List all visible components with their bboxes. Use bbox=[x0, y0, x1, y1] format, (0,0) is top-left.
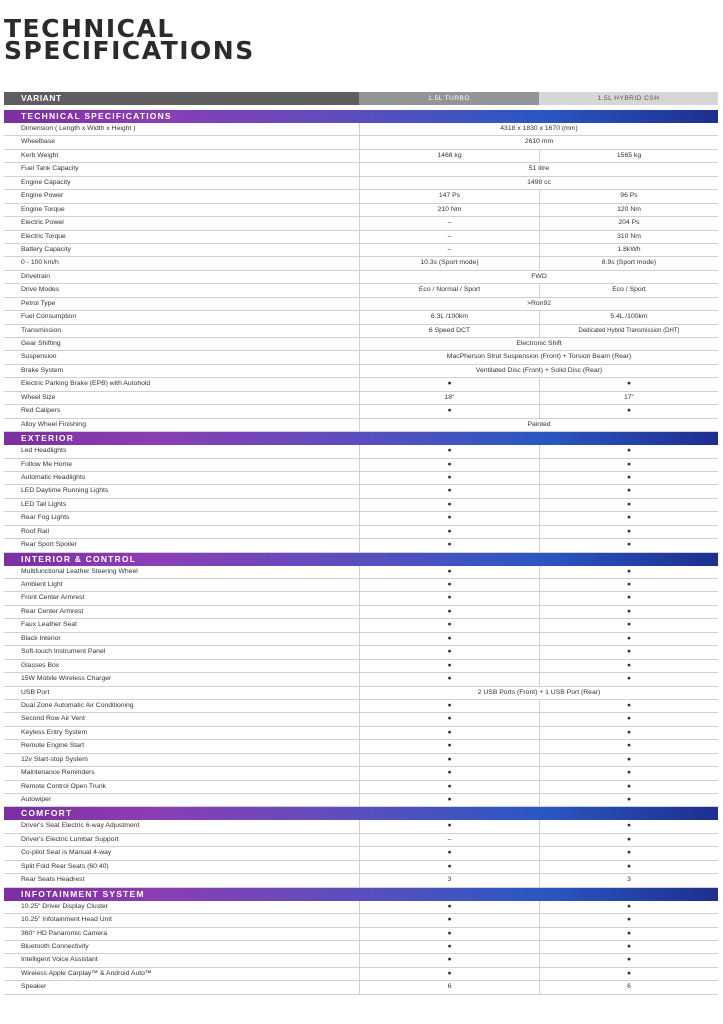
spec-row bbox=[4, 687, 718, 700]
spec-value-hybrid: ● bbox=[539, 405, 718, 417]
spec-label: Split Fold Rear Seats (60:40) bbox=[21, 862, 109, 870]
spec-value-hybrid: ● bbox=[539, 928, 718, 940]
spec-value-turbo: ● bbox=[359, 941, 539, 953]
spec-row bbox=[4, 378, 718, 391]
spec-value-turbo: ● bbox=[359, 861, 539, 873]
spec-row bbox=[4, 163, 718, 176]
spec-value-hybrid: 1.8kWh bbox=[539, 244, 718, 256]
spec-row bbox=[4, 485, 718, 498]
spec-value-turbo: 210 Nm bbox=[359, 204, 539, 216]
spec-value-hybrid: 1565 kg bbox=[539, 150, 718, 162]
spec-value-turbo: – bbox=[359, 244, 539, 256]
spec-label: Front Center Armrest bbox=[21, 594, 85, 602]
spec-value-turbo: ● bbox=[359, 405, 539, 417]
spec-value-turbo: ● bbox=[359, 539, 539, 551]
spec-value-turbo: ● bbox=[359, 767, 539, 779]
spec-value-turbo: ● bbox=[359, 673, 539, 685]
spec-row bbox=[4, 981, 718, 994]
spec-row bbox=[4, 606, 718, 619]
spec-value-turbo: ● bbox=[359, 646, 539, 658]
spec-label: Speaker bbox=[21, 983, 47, 991]
spec-value-turbo: ● bbox=[359, 592, 539, 604]
spec-row bbox=[4, 419, 718, 432]
spec-value-hybrid: ● bbox=[539, 941, 718, 953]
spec-value-hybrid: ● bbox=[539, 968, 718, 980]
spec-row bbox=[4, 204, 718, 217]
spec-value-hybrid: 8.9s (Sport mode) bbox=[539, 257, 718, 269]
spec-value-hybrid: ● bbox=[539, 539, 718, 551]
spec-row bbox=[4, 257, 718, 270]
spec-label: Wireless Apple Carplay™ & Android Auto™ bbox=[21, 969, 152, 977]
spec-value-shared: 4318 x 1830 x 1670 (mm) bbox=[359, 123, 718, 135]
spec-value-hybrid: ● bbox=[539, 579, 718, 591]
spec-label: Suspension bbox=[21, 353, 57, 361]
spec-value-hybrid: ● bbox=[539, 847, 718, 859]
spec-row bbox=[4, 901, 718, 914]
spec-label: Driver's Electric Lumbar Support bbox=[21, 835, 119, 843]
spec-table bbox=[4, 92, 718, 995]
spec-value-hybrid: ● bbox=[539, 633, 718, 645]
spec-label: 12v Start-stop System bbox=[21, 755, 88, 763]
spec-label: Engine Torque bbox=[21, 205, 65, 213]
spec-value-hybrid: ● bbox=[539, 740, 718, 752]
spec-value-shared: >Ron92 bbox=[359, 298, 718, 310]
spec-row bbox=[4, 445, 718, 458]
spec-row bbox=[4, 619, 718, 632]
spec-row bbox=[4, 539, 718, 552]
spec-value-hybrid: ● bbox=[539, 914, 718, 926]
spec-label: Transmission bbox=[21, 326, 62, 334]
spec-value-turbo: ● bbox=[359, 968, 539, 980]
spec-value-hybrid: ● bbox=[539, 794, 718, 806]
spec-value-hybrid: ● bbox=[539, 861, 718, 873]
spec-value-turbo: ● bbox=[359, 928, 539, 940]
spec-label: Wheel Size bbox=[21, 393, 56, 401]
spec-label: Electric Power bbox=[21, 219, 65, 227]
spec-value-turbo: ● bbox=[359, 472, 539, 484]
spec-value-turbo: ● bbox=[359, 727, 539, 739]
spec-label: Keyless Entry System bbox=[21, 728, 88, 736]
spec-value-turbo: Eco / Normal / Sport bbox=[359, 284, 539, 296]
spec-value-shared: MacPherson Strut Suspension (Front) + Torsion Beam (Rear) bbox=[359, 351, 718, 363]
spec-value-turbo: ● bbox=[359, 794, 539, 806]
spec-label: Driver's Seat Electric 6-way Adjustment bbox=[21, 822, 140, 830]
variant-hybrid-header: 1.5L HYBRID CSH bbox=[539, 92, 718, 105]
spec-label: Brake System bbox=[21, 366, 64, 374]
page-title-line2: SPECIFICATIONS bbox=[4, 36, 255, 65]
spec-row bbox=[4, 284, 718, 297]
spec-row bbox=[4, 459, 718, 472]
spec-value-hybrid: ● bbox=[539, 472, 718, 484]
spec-value-hybrid: ● bbox=[539, 954, 718, 966]
spec-value-hybrid: ● bbox=[539, 445, 718, 457]
spec-value-hybrid: ● bbox=[539, 713, 718, 725]
spec-value-turbo: 6 bbox=[359, 981, 539, 993]
spec-row bbox=[4, 592, 718, 605]
spec-label: Automatic Headlights bbox=[21, 473, 86, 481]
spec-value-hybrid: 120 Nm bbox=[539, 204, 718, 216]
spec-value-turbo: ● bbox=[359, 445, 539, 457]
spec-label: Rear Fog Lights bbox=[21, 514, 70, 522]
spec-label: USB Port bbox=[21, 688, 50, 696]
section-header: COMFORT bbox=[4, 807, 718, 820]
spec-label: Gear Shifting bbox=[21, 340, 61, 347]
spec-label: 10.25" Infotainment Head Unit bbox=[21, 916, 112, 924]
spec-value-turbo: 6.3L /100km bbox=[359, 311, 539, 323]
spec-value-turbo: ● bbox=[359, 566, 539, 578]
spec-value-hybrid: Eco / Sport bbox=[539, 284, 718, 296]
spec-label: Battery Capacity bbox=[21, 245, 71, 253]
spec-row bbox=[4, 660, 718, 673]
spec-value-shared: 2 USB Ports (Front) + 1 USB Port (Rear) bbox=[359, 687, 718, 699]
spec-value-turbo: ● bbox=[359, 619, 539, 631]
spec-value-turbo: ● bbox=[359, 740, 539, 752]
variant-header-row bbox=[4, 92, 718, 105]
spec-row bbox=[4, 727, 718, 740]
spec-row bbox=[4, 472, 718, 485]
spec-value-turbo: 18" bbox=[359, 392, 539, 404]
spec-label: Glasses Box bbox=[21, 661, 60, 669]
spec-value-turbo: ● bbox=[359, 459, 539, 471]
spec-row bbox=[4, 968, 718, 981]
spec-row bbox=[4, 499, 718, 512]
spec-label: Intelligent Voice Assistant bbox=[21, 956, 98, 964]
spec-label: Kerb Weight bbox=[21, 151, 59, 159]
spec-row bbox=[4, 526, 718, 539]
spec-row bbox=[4, 150, 718, 163]
spec-label: Rear Sport Spoiler bbox=[21, 541, 77, 549]
spec-row bbox=[4, 646, 718, 659]
spec-value-turbo: – bbox=[359, 231, 539, 243]
spec-value-hybrid: ● bbox=[539, 820, 718, 832]
spec-value-turbo: 3 bbox=[359, 874, 539, 886]
spec-row bbox=[4, 928, 718, 941]
spec-row bbox=[4, 673, 718, 686]
spec-value-turbo: ● bbox=[359, 820, 539, 832]
spec-label: Black Interior bbox=[21, 634, 61, 642]
spec-label: Remote Control Open Trunk bbox=[21, 782, 107, 790]
spec-row bbox=[4, 351, 718, 364]
spec-row bbox=[4, 861, 718, 874]
spec-label: Engine Power bbox=[21, 192, 64, 200]
spec-value-turbo: ● bbox=[359, 633, 539, 645]
spec-row bbox=[4, 365, 718, 378]
spec-label: Drive Modes bbox=[21, 286, 60, 294]
spec-row bbox=[4, 217, 718, 230]
spec-value-turbo: ● bbox=[359, 700, 539, 712]
spec-value-hybrid: 3 bbox=[539, 874, 718, 886]
spec-value-turbo: – bbox=[359, 217, 539, 229]
spec-value-shared: 2610 mm bbox=[359, 136, 718, 148]
spec-value-hybrid: 5.4L /100km bbox=[539, 311, 718, 323]
spec-label: 0 - 100 km/h bbox=[21, 259, 59, 267]
spec-value-turbo: ● bbox=[359, 526, 539, 538]
spec-row bbox=[4, 874, 718, 887]
spec-label: Petrol Type bbox=[21, 299, 56, 307]
spec-label: Soft-touch Instrument Panel bbox=[21, 648, 106, 656]
spec-value-hybrid: ● bbox=[539, 499, 718, 511]
spec-value-hybrid: ● bbox=[539, 767, 718, 779]
spec-row bbox=[4, 177, 718, 190]
spec-row bbox=[4, 740, 718, 753]
spec-value-shared: Electronic Shift bbox=[359, 338, 718, 350]
spec-row bbox=[4, 566, 718, 579]
spec-value-hybrid: ● bbox=[539, 727, 718, 739]
spec-label: Fuel Consumption bbox=[21, 313, 77, 321]
section-header: TECHNICAL SPECIFICATIONS bbox=[4, 110, 718, 123]
spec-value-hybrid: 96 Ps bbox=[539, 190, 718, 202]
spec-label: LED Tail Lights bbox=[21, 500, 67, 508]
spec-value-turbo: 10.3s (Sport mode) bbox=[359, 257, 539, 269]
spec-label: LED Daytime Running Lights bbox=[21, 487, 109, 495]
spec-value-hybrid: ● bbox=[539, 512, 718, 524]
spec-label: Drivetrain bbox=[21, 272, 51, 280]
spec-label: Fuel Tank Capacity bbox=[21, 165, 79, 173]
spec-row bbox=[4, 325, 718, 338]
spec-label: Dimension ( Length x Width x Height ) bbox=[21, 125, 136, 132]
spec-row bbox=[4, 311, 718, 324]
page-title-line1: TECHNICAL bbox=[4, 14, 175, 43]
spec-label: Alloy Wheel Finishing bbox=[21, 420, 86, 428]
spec-value-turbo: ● bbox=[359, 781, 539, 793]
spec-value-hybrid: ● bbox=[539, 673, 718, 685]
spec-row bbox=[4, 781, 718, 794]
spec-row bbox=[4, 136, 718, 149]
spec-value-hybrid: Dedicated Hybrid Transmission (DHT) bbox=[539, 325, 718, 337]
spec-value-hybrid: 17" bbox=[539, 392, 718, 404]
spec-value-hybrid: ● bbox=[539, 660, 718, 672]
spec-value-shared: FWD bbox=[359, 271, 718, 283]
spec-label: Engine Capacity bbox=[21, 178, 71, 186]
spec-row bbox=[4, 847, 718, 860]
spec-label: Led Headlights bbox=[21, 447, 67, 455]
spec-value-turbo: ● bbox=[359, 606, 539, 618]
spec-row bbox=[4, 123, 718, 136]
section-header: EXTERIOR bbox=[4, 432, 718, 445]
spec-value-hybrid: ● bbox=[539, 781, 718, 793]
spec-value-turbo: ● bbox=[359, 485, 539, 497]
spec-value-hybrid: ● bbox=[539, 606, 718, 618]
spec-value-turbo: 147 Ps bbox=[359, 190, 539, 202]
variant-header-label: VARIANT bbox=[4, 92, 359, 105]
spec-value-hybrid: 310 Nm bbox=[539, 231, 718, 243]
spec-label: Remote Engine Start bbox=[21, 742, 85, 750]
spec-label: Rear Center Armrest bbox=[21, 607, 84, 615]
spec-label: Rear Seats Headrest bbox=[21, 876, 85, 884]
spec-label: Maintenance Reminders bbox=[21, 769, 95, 777]
spec-row bbox=[4, 244, 718, 257]
spec-row bbox=[4, 190, 718, 203]
spec-value-hybrid: 6 bbox=[539, 981, 718, 993]
spec-row bbox=[4, 834, 718, 847]
spec-value-hybrid: ● bbox=[539, 700, 718, 712]
spec-value-shared: Painted bbox=[359, 419, 718, 431]
spec-value-turbo: ● bbox=[359, 512, 539, 524]
spec-label: Electric Torque bbox=[21, 232, 66, 240]
spec-row bbox=[4, 700, 718, 713]
spec-value-turbo: ● bbox=[359, 499, 539, 511]
spec-row bbox=[4, 512, 718, 525]
spec-label: Wheelbase bbox=[21, 138, 56, 146]
spec-value-hybrid: ● bbox=[539, 754, 718, 766]
spec-value-hybrid: 204 Ps bbox=[539, 217, 718, 229]
spec-value-shared: 1498 cc bbox=[359, 177, 718, 189]
spec-row bbox=[4, 794, 718, 807]
spec-value-turbo: ● bbox=[359, 914, 539, 926]
spec-row bbox=[4, 767, 718, 780]
spec-label: Red Calipers bbox=[21, 407, 61, 415]
spec-value-hybrid: ● bbox=[539, 485, 718, 497]
section-header: INFOTAINMENT SYSTEM bbox=[4, 888, 718, 901]
spec-row bbox=[4, 231, 718, 244]
spec-value-hybrid: ● bbox=[539, 566, 718, 578]
variant-turbo-header: 1.5L TURBO bbox=[359, 92, 539, 105]
spec-label: Co-pilot Seat is Manual 4-way bbox=[21, 849, 112, 857]
spec-row bbox=[4, 271, 718, 284]
spec-label: Follow Me Home bbox=[21, 460, 72, 468]
spec-value-turbo: ● bbox=[359, 579, 539, 591]
spec-value-turbo: ● bbox=[359, 378, 539, 390]
spec-value-turbo: 6 Speed DCT bbox=[359, 325, 539, 337]
spec-label: Bluetooth Connectivity bbox=[21, 942, 89, 950]
spec-label: 360° HD Panaromic Camera bbox=[21, 929, 108, 937]
spec-value-hybrid: ● bbox=[539, 619, 718, 631]
spec-row bbox=[4, 954, 718, 967]
spec-value-turbo: – bbox=[359, 834, 539, 846]
spec-value-hybrid: ● bbox=[539, 378, 718, 390]
spec-label: Electric Parking Brake (EPB) with Autohold bbox=[21, 380, 151, 388]
spec-row bbox=[4, 579, 718, 592]
spec-value-turbo: ● bbox=[359, 954, 539, 966]
spec-value-turbo: 1468 kg bbox=[359, 150, 539, 162]
spec-label: Multifunctional Leather Steering Wheel bbox=[21, 567, 138, 575]
spec-label: Faux Leather Seat bbox=[21, 621, 77, 629]
spec-label: Dual Zone Automatic Air Conditioning bbox=[21, 701, 134, 709]
spec-row bbox=[4, 713, 718, 726]
spec-row bbox=[4, 914, 718, 927]
page-title bbox=[4, 14, 255, 65]
spec-value-turbo: ● bbox=[359, 713, 539, 725]
spec-row bbox=[4, 633, 718, 646]
spec-value-hybrid: ● bbox=[539, 646, 718, 658]
spec-value-shared: 51 litre bbox=[359, 163, 718, 175]
spec-row bbox=[4, 405, 718, 418]
spec-label: Autowiper bbox=[21, 796, 52, 803]
spec-row bbox=[4, 754, 718, 767]
spec-sections bbox=[4, 110, 718, 995]
spec-label: Roof Rail bbox=[21, 527, 49, 535]
section-header: INTERIOR & CONTROL bbox=[4, 553, 718, 566]
spec-value-turbo: ● bbox=[359, 754, 539, 766]
spec-value-turbo: ● bbox=[359, 901, 539, 913]
spec-row bbox=[4, 941, 718, 954]
spec-row bbox=[4, 392, 718, 405]
spec-value-turbo: ● bbox=[359, 847, 539, 859]
spec-value-hybrid: ● bbox=[539, 592, 718, 604]
spec-value-hybrid: ● bbox=[539, 526, 718, 538]
spec-label: Ambient Light bbox=[21, 581, 63, 588]
spec-value-turbo: ● bbox=[359, 660, 539, 672]
spec-row bbox=[4, 338, 718, 351]
spec-label: 15W Mobile Wireless Charger bbox=[21, 675, 112, 683]
spec-row bbox=[4, 820, 718, 833]
spec-label: 10.25" Driver Display Cluster bbox=[21, 902, 109, 910]
spec-value-shared: Ventilated Disc (Front) + Solid Disc (Rear) bbox=[359, 365, 718, 377]
spec-label: Second Row Air Vent bbox=[21, 715, 85, 723]
spec-value-hybrid: ● bbox=[539, 901, 718, 913]
spec-row bbox=[4, 298, 718, 311]
spec-value-hybrid: ● bbox=[539, 459, 718, 471]
spec-value-hybrid: ● bbox=[539, 834, 718, 846]
